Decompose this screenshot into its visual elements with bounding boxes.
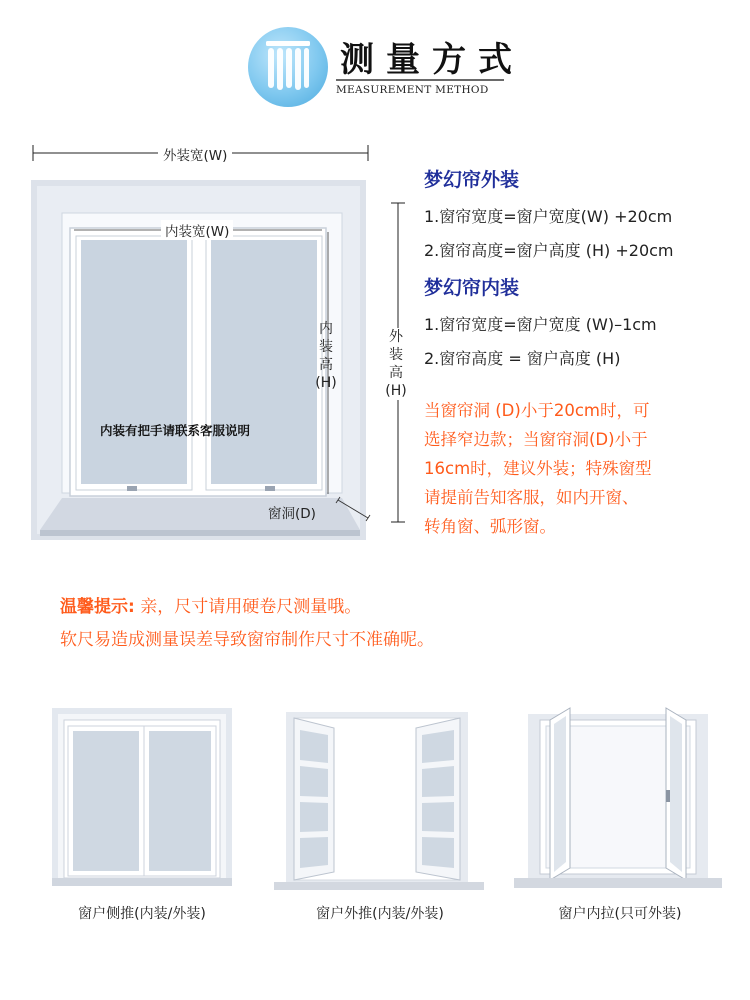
outside-mount-title: 梦幻帘外装	[424, 169, 520, 191]
inner-height-char: 高	[319, 357, 333, 373]
notice-line: 选择窄边款；当窗帘洞(D)小于	[424, 430, 648, 449]
window-caption-sliding: 窗户侧推(内装/外装)	[78, 906, 206, 922]
inner-height-char: 装	[319, 339, 333, 355]
notice-text	[424, 396, 724, 541]
inner-width-label: 内装宽(W)	[161, 220, 233, 240]
notice-line: 请提前告知客服，如内开窗、	[424, 488, 639, 507]
tip-line-2: 软尺易造成测量误差导致窗帘制作尺寸不准确呢。	[60, 630, 434, 650]
outward-window-illustration	[272, 708, 488, 892]
outer-height-char: 装	[389, 347, 403, 363]
sliding-window-illustration	[52, 708, 234, 888]
inside-mount-rule-2: 2.窗帘高度 = 窗户高度 (H)	[424, 349, 621, 368]
inner-height-char: 内	[319, 321, 333, 337]
window-caption-outward: 窗户外推(内装/外装)	[316, 906, 444, 922]
inner-height-label	[312, 320, 340, 392]
outer-height-char: (H)	[385, 383, 407, 399]
inner-height-char: (H)	[315, 375, 337, 391]
inside-mount-title: 梦幻帘内装	[424, 277, 520, 299]
window-caption-inward: 窗户内拉(只可外装)	[558, 906, 682, 922]
outer-height-label	[381, 328, 411, 400]
hole-label: 窗洞(D)	[268, 506, 316, 522]
notice-line: 16cm时，建议外装；特殊窗型	[424, 459, 652, 478]
notice-line: 当窗帘洞 (D)小于20cm时，可	[424, 401, 650, 420]
tip-label: 温馨提示:	[60, 597, 135, 617]
notice-line: 转角窗、弧形窗。	[424, 517, 556, 536]
tip-line-1	[60, 592, 361, 617]
inward-window-illustration	[514, 704, 724, 890]
outside-mount-rule-2: 2.窗帘高度=窗户高度 (H) +20cm	[424, 241, 674, 260]
outside-mount-rule-1: 1.窗帘宽度=窗户宽度(W) +20cm	[424, 207, 673, 226]
outer-height-char: 外	[389, 329, 403, 345]
page-subtitle: MEASUREMENT METHOD	[336, 84, 489, 96]
handle-note: 内装有把手请联系客服说明	[100, 423, 251, 438]
tip-text: 亲，尺寸请用硬卷尺测量哦。	[134, 597, 362, 617]
outer-width-label: 外装宽(W)	[158, 144, 232, 164]
outer-height-char: 高	[389, 365, 403, 381]
inside-mount-rule-1: 1.窗帘宽度=窗户宽度 (W)–1cm	[424, 315, 657, 334]
page-title: 测量方式	[340, 40, 524, 80]
